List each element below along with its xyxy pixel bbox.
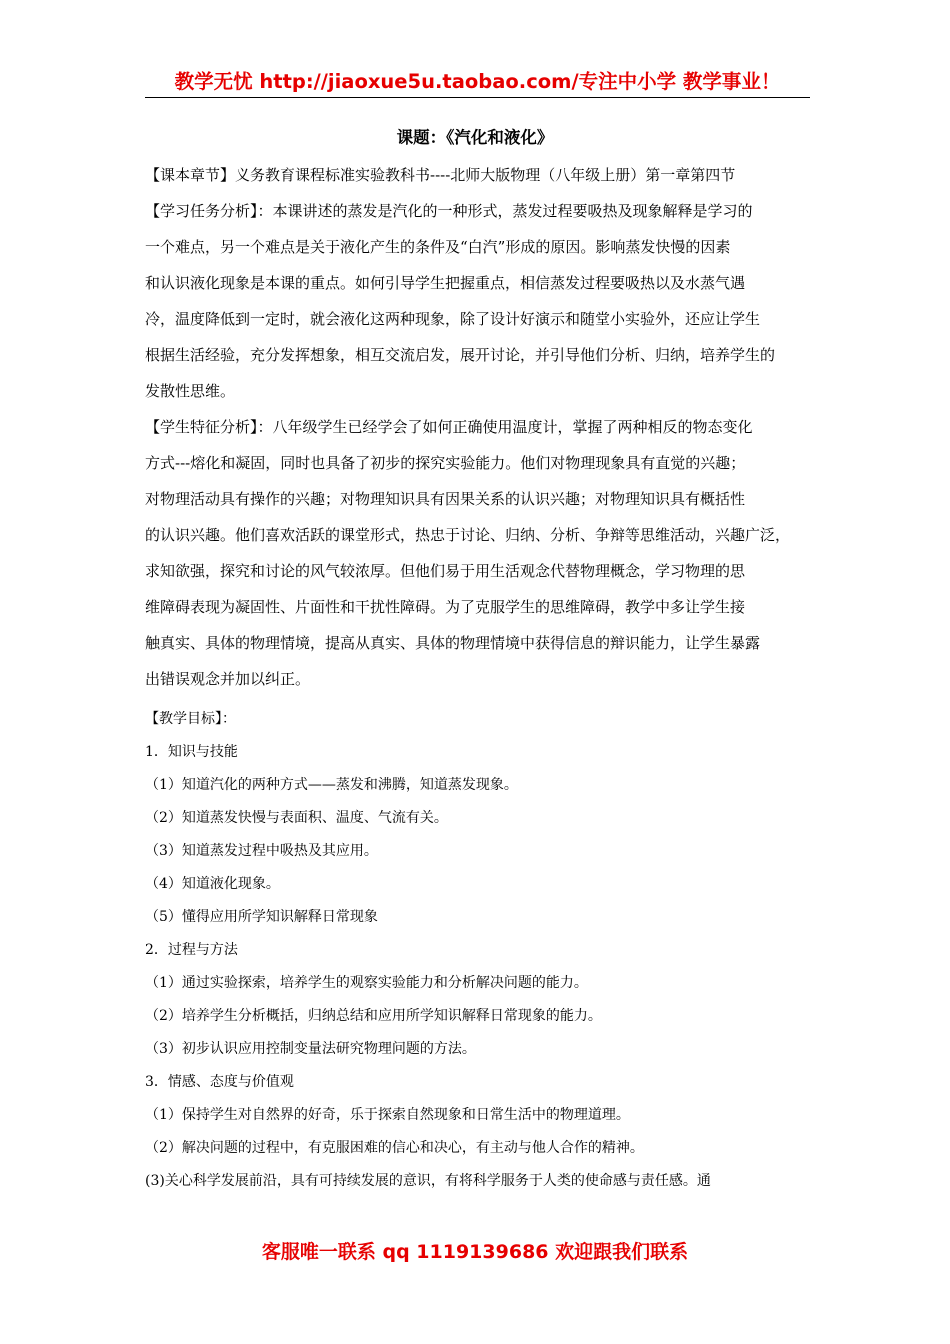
body-line: 对物理活动具有操作的兴趣；对物理知识具有因果关系的认识兴趣；对物理知识具有概括性 — [145, 490, 746, 508]
objective-item: （4）知道液化现象。 — [145, 876, 280, 892]
page-title: 课题：《汽化和液化》 — [396, 128, 554, 147]
teaching-objectives — [145, 703, 810, 1198]
body-line: 方式---熔化和凝固，同时也具备了初步的探究实验能力。他们对物理现象具有直觉的兴趣； — [145, 454, 746, 472]
body-line: 【学习任务分析】：本课讲述的蒸发是汽化的一种形式，蒸发过程要吸热及现象解释是学习的 — [145, 202, 753, 220]
body-line: 【课本章节】义务教育课程标准实验教科书----北师大版物理（八年级上册）第一章第四节 — [145, 166, 736, 184]
body-line: 触真实、具体的物理情境，提高从真实、具体的物理情境中获得信息的辩识能力，让学生暴露 — [145, 634, 761, 652]
body-line: 和认识液化现象是本课的重点。如何引导学生把握重点，相信蒸发过程要吸热以及水蒸气遇 — [145, 274, 746, 292]
objective-item: （3）知道蒸发过程中吸热及其应用。 — [145, 843, 378, 859]
body-line: 维障碍表现为凝固性、片面性和干扰性障碍。为了克服学生的思维障碍，教学中多让学生接 — [145, 598, 746, 616]
objective-section-heading: 3．情感、态度与价值观 — [145, 1074, 294, 1090]
objectives-heading: 【教学目标】： — [145, 711, 236, 727]
objective-item: （2）知道蒸发快慢与表面积、温度、气流有关。 — [145, 810, 448, 826]
header-divider — [145, 97, 810, 98]
objective-item: （1）通过实验探索，培养学生的观察实验能力和分析解决问题的能力。 — [145, 975, 588, 991]
body-line: 求知欲强，探究和讨论的风气较浓厚。但他们易于用生活观念代替物理概念，学习物理的思 — [145, 562, 746, 580]
body-line: 【学生特征分析】：八年级学生已经学会了如何正确使用温度计，掌握了两种相反的物态变化 — [145, 418, 753, 436]
body-line: 的认识兴趣。他们喜欢活跃的课堂形式，热忠于讨论、归纳、分析、争辩等思维活动，兴趣广泛， — [145, 526, 791, 544]
body-line: 一个难点，另一个难点是关于液化产生的条件及“白汽”形成的原因。影响蒸发快慢的因素 — [145, 238, 731, 256]
objective-item: （1）保持学生对自然界的好奇，乐于探索自然现象和日常生活中的物理道理。 — [145, 1107, 630, 1123]
header-banner[interactable]: 教学无忧 http://jiaoxue5u.taobao.com/专注中小学 教学事业！ — [174, 70, 781, 93]
body-line: 冷，温度降低到一定时，就会液化这两种现象，除了设计好演示和随堂小实验外，还应让学生 — [145, 310, 761, 328]
objective-section-heading: 2．过程与方法 — [145, 942, 238, 958]
body-line: 出错误观念并加以纠正。 — [145, 670, 311, 688]
body-line: 根据生活经验，充分发挥想象，相互交流启发，展开讨论，并引导他们分析、归纳，培养学生的 — [145, 346, 776, 364]
objective-section-heading: 1．知识与技能 — [145, 744, 238, 760]
lesson-analysis — [145, 157, 810, 697]
objective-item: （2）解决问题的过程中，有克服困难的信心和决心，有主动与他人合作的精神。 — [145, 1140, 644, 1156]
body-line: 发散性思维。 — [145, 382, 236, 400]
footer-contact: 客服唯一联系 qq 1119139686 欢迎跟我们联系 — [261, 1241, 689, 1263]
objective-item: （3）初步认识应用控制变量法研究物理问题的方法。 — [145, 1041, 476, 1057]
objective-item: （5）懂得应用所学知识解释日常现象 — [145, 909, 378, 925]
objective-item: （1）知道汽化的两种方式——蒸发和沸腾，知道蒸发现象。 — [145, 777, 518, 793]
objective-item: (3)关心科学发展前沿，具有可持续发展的意识，有将科学服务于人类的使命感与责任感。通 — [145, 1173, 711, 1189]
objective-item: （2）培养学生分析概括，归纳总结和应用所学知识解释日常现象的能力。 — [145, 1008, 602, 1024]
